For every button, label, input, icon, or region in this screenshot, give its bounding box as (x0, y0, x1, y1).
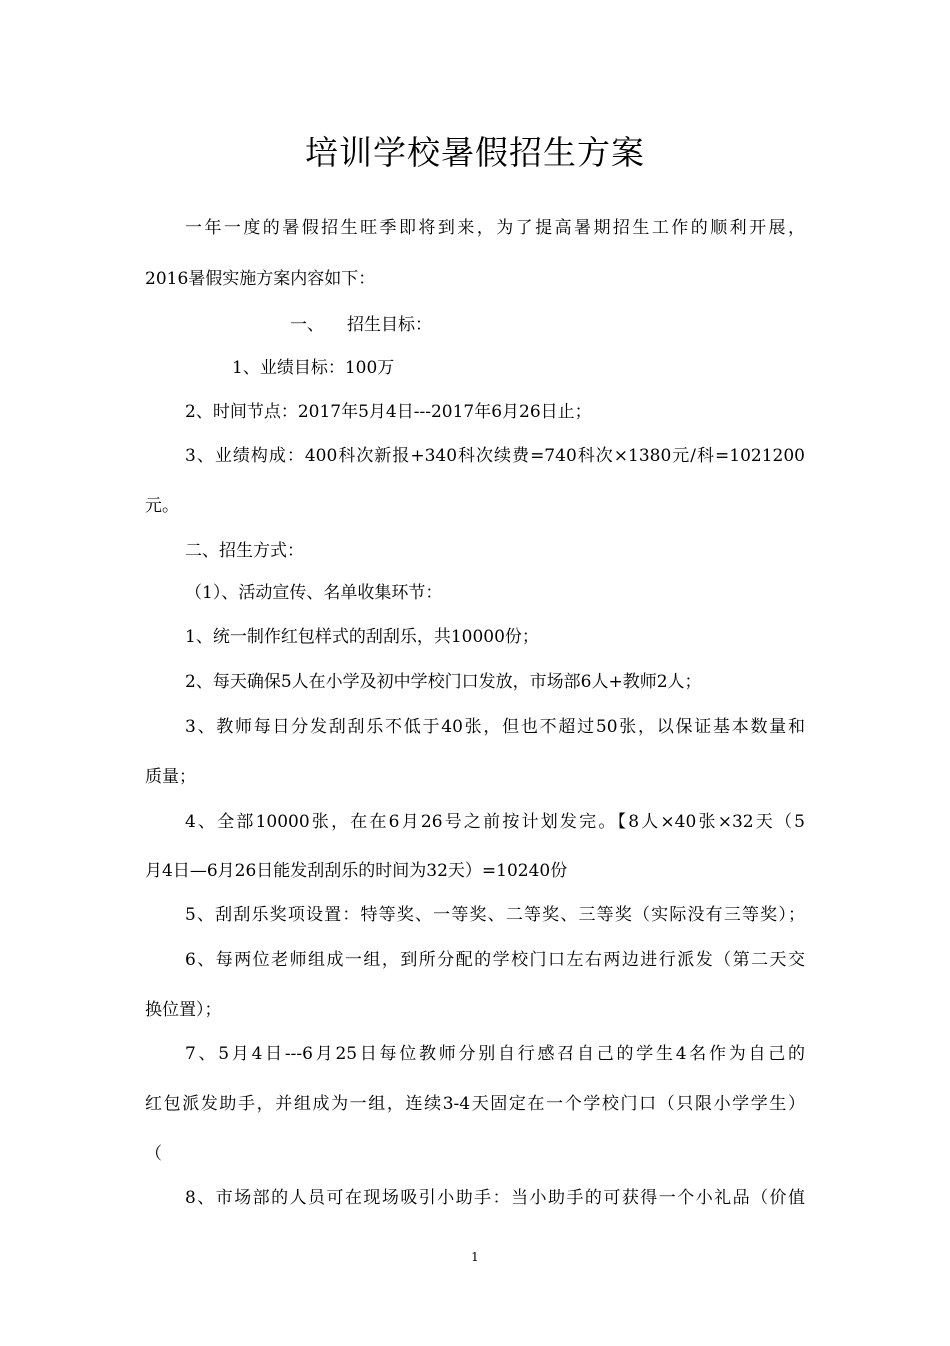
method-item-7-paren: （ (145, 1144, 162, 1164)
method-item-7: 7、5月4日---6月25日每位教师分别自行感召自己的学生4名作为自己的 (185, 1044, 805, 1064)
target-item-2: 2、时间节点：2017年5月4日---2017年6月26日止； (185, 402, 592, 422)
section-one-number: 一、 (290, 315, 324, 335)
method-item-5: 5、刮刮乐奖项设置：特等奖、一等奖、二等奖、三等奖（实际没有三等奖）； (185, 905, 805, 925)
intro-line-1: 一年一度的暑假招生旺季即将到来，为了提高暑期招生工作的顺利开展， (185, 218, 805, 238)
method-item-7-cont: 红包派发助手，并组成为一组，连续3-4天固定在一个学校门口（只限小学学生） (145, 1094, 805, 1114)
target-item-3-cont: 元。 (145, 496, 179, 516)
target-item-3: 3、业绩构成：400科次新报+340科次续费=740科次×1380元/科=1021200 (185, 446, 805, 466)
method-item-3-cont: 质量； (145, 767, 196, 787)
section-two-heading: 二、招生方式： (185, 541, 304, 561)
document-title: 培训学校暑假招生方案 (305, 133, 645, 172)
method-item-4-cont: 月4日—6月26日能发刮刮乐的时间为32天）=10240份 (145, 861, 568, 881)
method-item-4: 4、全部10000张，在在6月26号之前按计划发完。【8人×40张×32天（5 (185, 812, 805, 832)
method-item-3: 3、教师每日分发刮刮乐不低于40张，但也不超过50张，以保证基本数量和 (185, 717, 805, 737)
method-item-6-cont: 换位置）； (145, 1000, 222, 1020)
target-item-1: 1、业绩目标：100万 (232, 358, 395, 378)
method-item-8: 8、市场部的人员可在现场吸引小助手：当小助手的可获得一个小礼品（价值 (185, 1188, 805, 1208)
method-item-2: 2、每天确保5人在小学及初中学校门口发放，市场部6人+教师2人； (185, 672, 702, 692)
section-one-heading: 招生目标： (347, 315, 432, 335)
page-number: 1 (471, 1250, 479, 1264)
intro-line-2: 2016暑假实施方案内容如下： (145, 269, 376, 289)
subsection-heading: （1）、活动宣传、名单收集环节： (185, 583, 443, 603)
method-item-1: 1、统一制作红包样式的刮刮乐，共10000份； (185, 627, 539, 647)
method-item-6: 6、每两位老师组成一组，到所分配的学校门口左右两边进行派发（第二天交 (185, 950, 805, 970)
